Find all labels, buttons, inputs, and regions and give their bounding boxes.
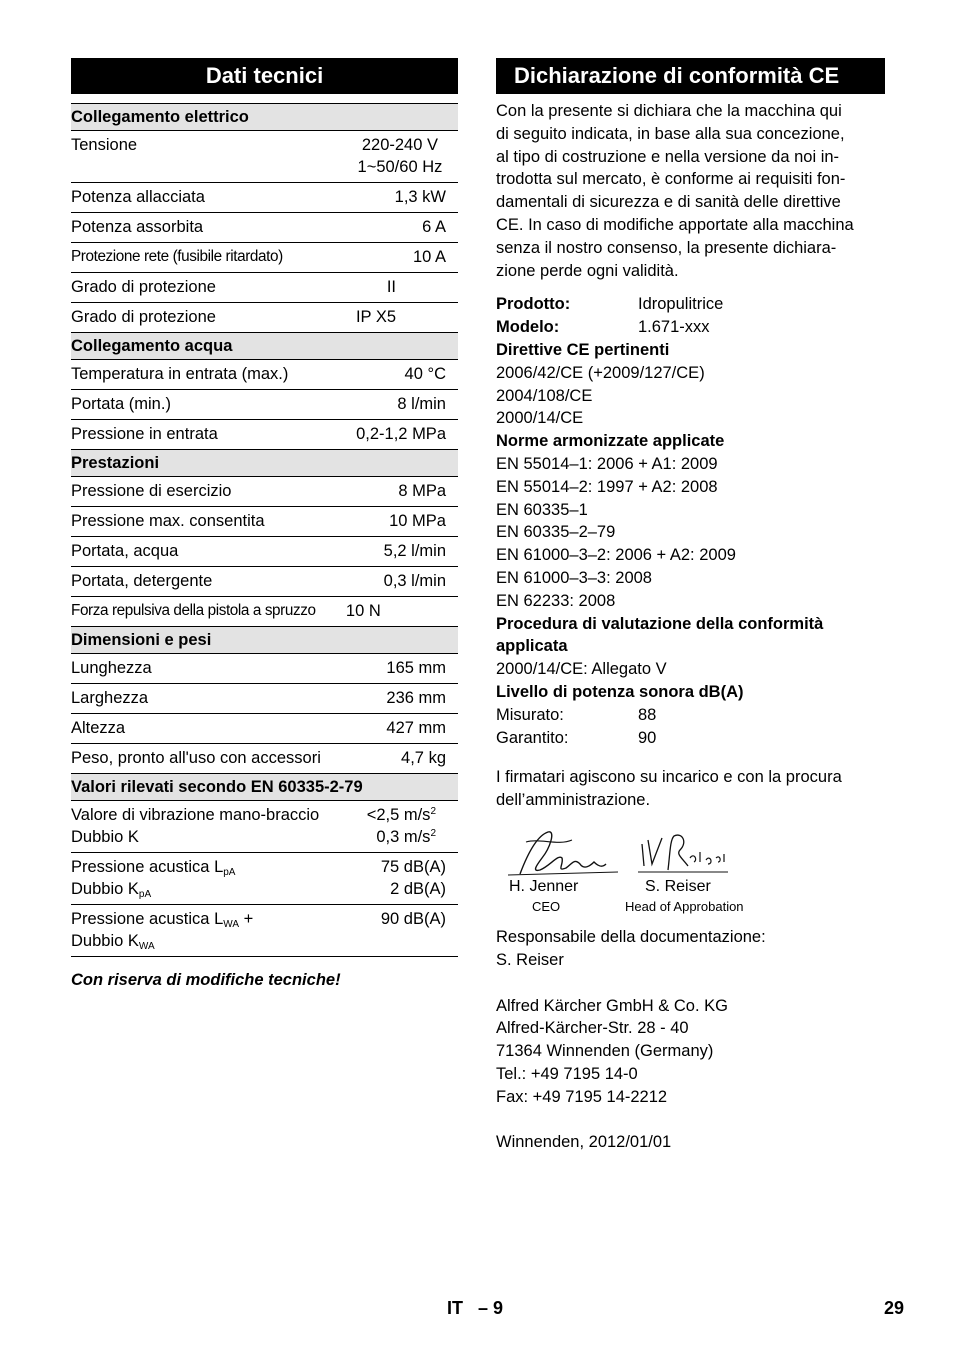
section-header: Prestazioni <box>71 450 458 477</box>
norms-label: Norme armonizzate applicate <box>496 432 725 451</box>
place-date: Winnenden, 2012/01/01 <box>496 1133 672 1152</box>
table-row: Potenza assorbita 6 A <box>71 213 458 243</box>
table-row: Forza repulsiva della pistola a spruzzo 10 N <box>71 597 458 627</box>
table-row: Pressione max. consentita 10 MPa <box>71 507 458 537</box>
table-row: Valore di vibrazione mano-braccio Dubbio K <2,5 $m/s^2$ 0,3 $m/s^2$ <box>71 801 458 853</box>
guaranteed-row: Garantito: 90 <box>496 728 657 747</box>
ce-declaration-column <box>496 58 885 1154</box>
company-address: Alfred Kärcher GmbH & Co. KG Alfred-Kärcher-Str. 28 - 40 71364 Winnenden (Germany) Tel.: +49 7195 14-0 Fax: +49 7195 14-2212 <box>496 996 728 1106</box>
table-row: Grado di protezione II <box>71 273 458 303</box>
technical-data-title: Dati tecnici <box>71 58 458 94</box>
technical-changes-note: Con riserva di modifiche tecniche! <box>71 971 341 989</box>
section-header: Valori rilevati secondo EN 60335-2-79 <box>71 774 458 801</box>
table-row: Tensione 220-240 V 1~50/60 Hz <box>71 131 458 183</box>
table-row: Temperatura in entrata (max.) 40 °C <box>71 360 458 390</box>
model-row: Modelo: 1.671-xxx <box>496 318 710 337</box>
table-row: Peso, pronto all'uso con accessori 4,7 kg <box>71 744 458 774</box>
table-row: Pressione acustica $L_{pA}$ Dubbio $K_{pA}$ 75 dB(A) 2 dB(A) <box>71 853 458 905</box>
declaration-intro: Con la presente si dichiara che la macchina qui di seguito indicata, in base alla sua concezione, al tipo di costruzione e nella versione da noi in- trodotta sul mercato, è conforme ai requisiti fon- damentali di sicurezza e di sanità delle direttive CE. In caso di modifiche apportate alla macchina senza il nostro consenso, la presente dichiara- zione perde ogni validità. <box>496 102 854 280</box>
table-row: Portata (min.) 8 l/min <box>71 390 458 420</box>
procedure-label: Procedura di valutazione della conformità applicata <box>496 614 824 656</box>
section-header: Collegamento acqua <box>71 333 458 360</box>
product-row: Prodotto: Idropulitrice <box>496 295 724 314</box>
table-row: Pressione di esercizio 8 MPa <box>71 477 458 507</box>
signatures <box>496 828 885 920</box>
signer1-name: H. Jenner <box>509 877 579 895</box>
section-header: Collegamento elettrico <box>71 104 458 131</box>
documentation-responsible: Responsabile della documentazione: S. Reiser <box>496 927 766 969</box>
signature-reiser <box>636 830 731 878</box>
directives-label: Direttive CE pertinenti <box>496 340 670 359</box>
ce-declaration-title: Dichiarazione di conformità CE <box>496 58 885 94</box>
table-row: Portata, detergente 0,3 l/min <box>71 567 458 597</box>
section-header: Dimensioni e pesi <box>71 627 458 654</box>
table-row: Grado di protezione IP X5 <box>71 303 458 333</box>
signer2-title: Head of Approbation <box>625 898 744 914</box>
table-row: Potenza allacciata 1,3 kW <box>71 183 458 213</box>
table-row: Pressione acustica $L_{WA}$ + Dubbio $K_{WA}$ 90 dB(A) <box>71 905 458 957</box>
technical-data-table <box>71 103 458 957</box>
technical-data-column <box>71 58 458 990</box>
table-row: Portata, acqua 5,2 l/min <box>71 537 458 567</box>
measured-row: Misurato: 88 <box>496 705 657 724</box>
page-footer-language: IT – 9 <box>447 1298 504 1318</box>
signers-statement: I firmatari agiscono su incarico e con la procura dell’amministrazione. <box>496 768 842 810</box>
sound-level-label: Livello di potenza sonora dB(A) <box>496 682 744 701</box>
table-row: Pressione in entrata 0,2-1,2 MPa <box>71 420 458 450</box>
table-row: Lunghezza 165 mm <box>71 654 458 684</box>
signer2-name: S. Reiser <box>645 877 711 895</box>
page-number: 29 <box>884 1298 905 1318</box>
table-row: Protezione rete (fusibile ritardato) 10 A <box>71 243 458 273</box>
table-row: Altezza 427 mm <box>71 714 458 744</box>
declaration-details: Prodotto: Idropulitrice Modelo: 1.671-xxx Direttive CE pertinenti 2006/42/CE (+2009/127/CE) 2004/108/CE 2000/14/CE Norme armonizzate applicate EN 55014–1: 2006 + A1: 2009 EN 55014–2: 1997 + A2: 2008 EN 60335–1 EN 60335–2–79 EN 61000–3–2: 2006 + A2: 2009 EN 61000–3–3: 2008 EN 62233: 2008 Procedura di valutazione della conformità applicata 2000/14/CE: Allegato V Livello di potenza sonora dB(A) Misurato: 88 Garantito: 90 <box>496 293 885 749</box>
table-row: Larghezza 236 mm <box>71 684 458 714</box>
signature-jenner <box>506 828 621 880</box>
signer1-title: CEO <box>532 898 561 914</box>
